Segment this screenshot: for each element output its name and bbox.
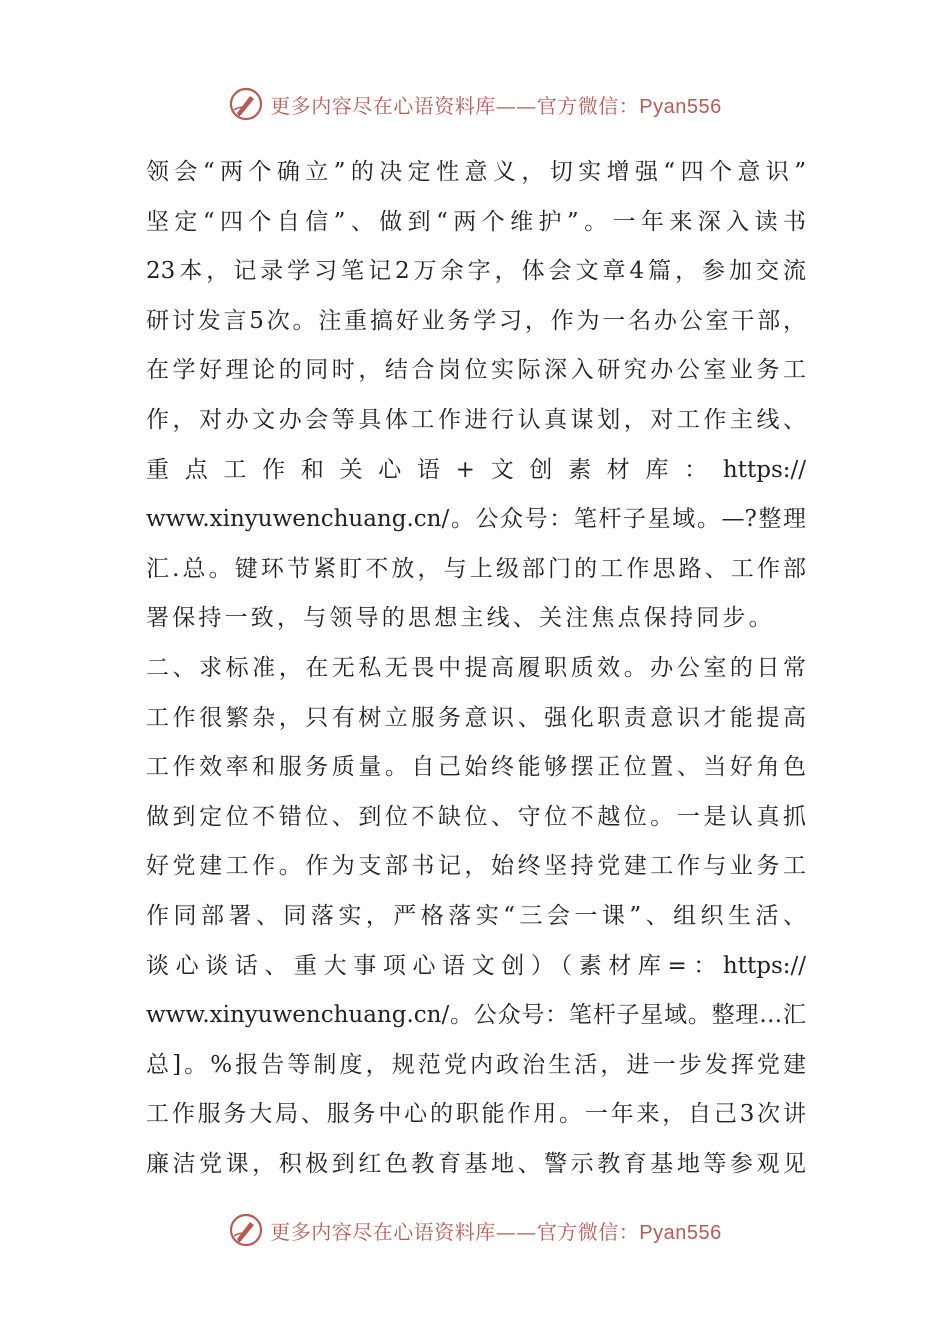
body-line: 作同部署、同落实，严格落实“三会一课”、组织生活、	[146, 902, 806, 929]
footer-watermark	[0, 1208, 950, 1252]
pen-logo-icon	[228, 86, 264, 122]
document-body	[146, 148, 806, 1189]
body-line: 工作服务大局、服务中心的职能作用。一年来，自己3次讲	[146, 1101, 806, 1128]
body-line: 作，对办文办会等具体工作进行认真谋划，对工作主线、	[146, 406, 806, 433]
body-line: www.xinyuwenchuang.cn/。公众号：笔杆子星域。—?整理	[146, 506, 806, 533]
body-line: 总]。%报告等制度，规范党内政治生活，进一步发挥党建	[146, 1051, 806, 1078]
body-line: www.xinyuwenchuang.cn/。公众号：笔杆子星域。整理…汇	[146, 1002, 806, 1029]
body-line: 工作很繁杂，只有树立服务意识、强化职责意识才能提高	[146, 704, 806, 731]
body-line: 坚定“四个自信”、做到“两个维护”。一年来深入读书	[146, 208, 806, 235]
body-line: 工作效率和服务质量。自己始终能够摆正位置、当好角色	[146, 754, 806, 781]
body-line: 署保持一致，与领导的思想主线、关注焦点保持同步。	[146, 605, 775, 632]
header-watermark	[0, 82, 950, 126]
footer-watermark-prefix: 更多内容尽在心语资料库——官方微信：	[270, 1219, 640, 1244]
body-line: 做到定位不错位、到位不缺位、守位不越位。一是认真抓	[146, 803, 806, 830]
body-line: 重点工作和关心语+文创素材库：https://	[146, 456, 806, 483]
body-line: 二、求标准，在无私无畏中提高履职质效。办公室的日常	[146, 654, 806, 681]
footer-watermark-handle: Pyan556	[639, 1221, 722, 1244]
body-line: 研讨发言5次。注重搞好业务学习，作为一名办公室干部，	[146, 307, 806, 334]
body-line: 好党建工作。作为支部书记，始终坚持党建工作与业务工	[146, 853, 806, 880]
header-watermark-text	[270, 90, 721, 119]
body-line: 廉洁党课，积极到红色教育基地、警示教育基地等参观见	[146, 1150, 806, 1177]
header-watermark-handle: Pyan556	[639, 95, 722, 118]
footer-watermark-text	[270, 1216, 721, 1245]
body-line: 谈心谈话、重大事项心语文创）（素材库=：https://	[146, 952, 806, 979]
body-line: 在学好理论的同时，结合岗位实际深入研究办公室业务工	[146, 357, 806, 384]
body-line: 领会“两个确立”的决定性意义，切实增强“四个意识”	[146, 159, 806, 185]
header-watermark-prefix: 更多内容尽在心语资料库——官方微信：	[270, 93, 640, 118]
body-line: 汇.总。键环节紧盯不放，与上级部门的工作思路、工作部	[146, 555, 806, 582]
pen-logo-icon	[228, 1212, 264, 1248]
body-line: 23本，记录学习笔记2万余字，体会文章4篇，参加交流	[146, 258, 806, 285]
